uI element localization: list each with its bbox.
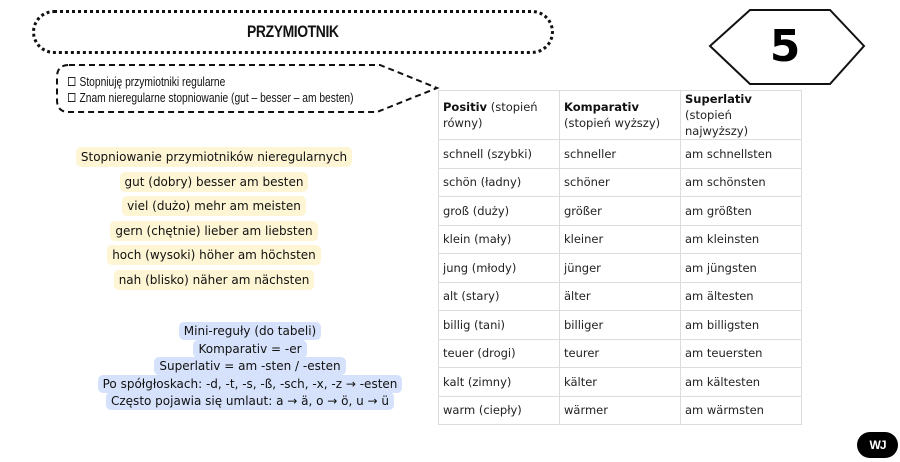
checkbox-icon[interactable] <box>68 77 75 86</box>
irregular-line: viel (dużo) mehr am meisten <box>122 196 306 216</box>
mini-rules-box <box>90 322 410 410</box>
rule-line: Często pojawia się umlaut: a → ä, o → ö, u → ü <box>106 392 394 410</box>
table-row: warm (ciepły) wärmer am wärmsten <box>439 396 802 425</box>
rules-title: Mini-reguły (do tabeli) <box>179 322 321 340</box>
irregular-line: gut (dobry) besser am besten <box>120 172 309 192</box>
rule-line: Superlativ = am -sten / -esten <box>154 357 345 375</box>
rule-line: Komparativ = -er <box>193 340 306 358</box>
table-row: teuer (drogi) teurer am teuersten <box>439 339 802 368</box>
table-row: kalt (zimny) kälter am kältesten <box>439 368 802 397</box>
irregular-adjectives-box <box>70 147 358 294</box>
lesson-number: 5 <box>769 20 801 72</box>
header-superlativ: Superlativ (stopień najwyższy) <box>681 91 802 140</box>
irregular-title: Stopniowanie przymiotników nieregularnych <box>76 147 352 167</box>
irregular-line: hoch (wysoki) höher am höchsten <box>107 245 321 265</box>
brand-logo-icon: WJ <box>857 432 898 458</box>
irregular-line: gern (chętnie) lieber am liebsten <box>110 221 317 241</box>
goal-item: Stopniuję przymiotniki regularne <box>68 74 354 90</box>
comparison-table <box>438 90 802 425</box>
header-positiv: Positiv (stopień równy) <box>439 91 560 140</box>
table-row: alt (stary) älter am ältesten <box>439 282 802 311</box>
title-banner <box>32 10 554 54</box>
checkbox-icon[interactable] <box>68 93 75 102</box>
table-row: klein (mały) kleiner am kleinsten <box>439 225 802 254</box>
goal-item: Znam nieregularne stopniowanie (gut – besser – am besten) <box>68 90 354 106</box>
table-row: schön (ładny) schöner am schönsten <box>439 168 802 197</box>
page-title: PRZYMIOTNIK <box>247 22 339 41</box>
table-header-row <box>439 91 802 140</box>
table-row: schnell (szybki) schneller am schnellsten <box>439 140 802 169</box>
table-row: groß (duży) größer am größten <box>439 197 802 226</box>
table-row: billig (tani) billiger am billigsten <box>439 311 802 340</box>
rule-line: Po spółgłoskach: -d, -t, -s, -ß, -sch, -x, -z → -esten <box>98 375 403 393</box>
irregular-line: nah (blisko) näher am nächsten <box>114 270 315 290</box>
goals-callout <box>55 64 440 114</box>
table-row: jung (młody) jünger am jüngsten <box>439 254 802 283</box>
header-komparativ: Komparativ (stopień wyższy) <box>560 91 681 140</box>
